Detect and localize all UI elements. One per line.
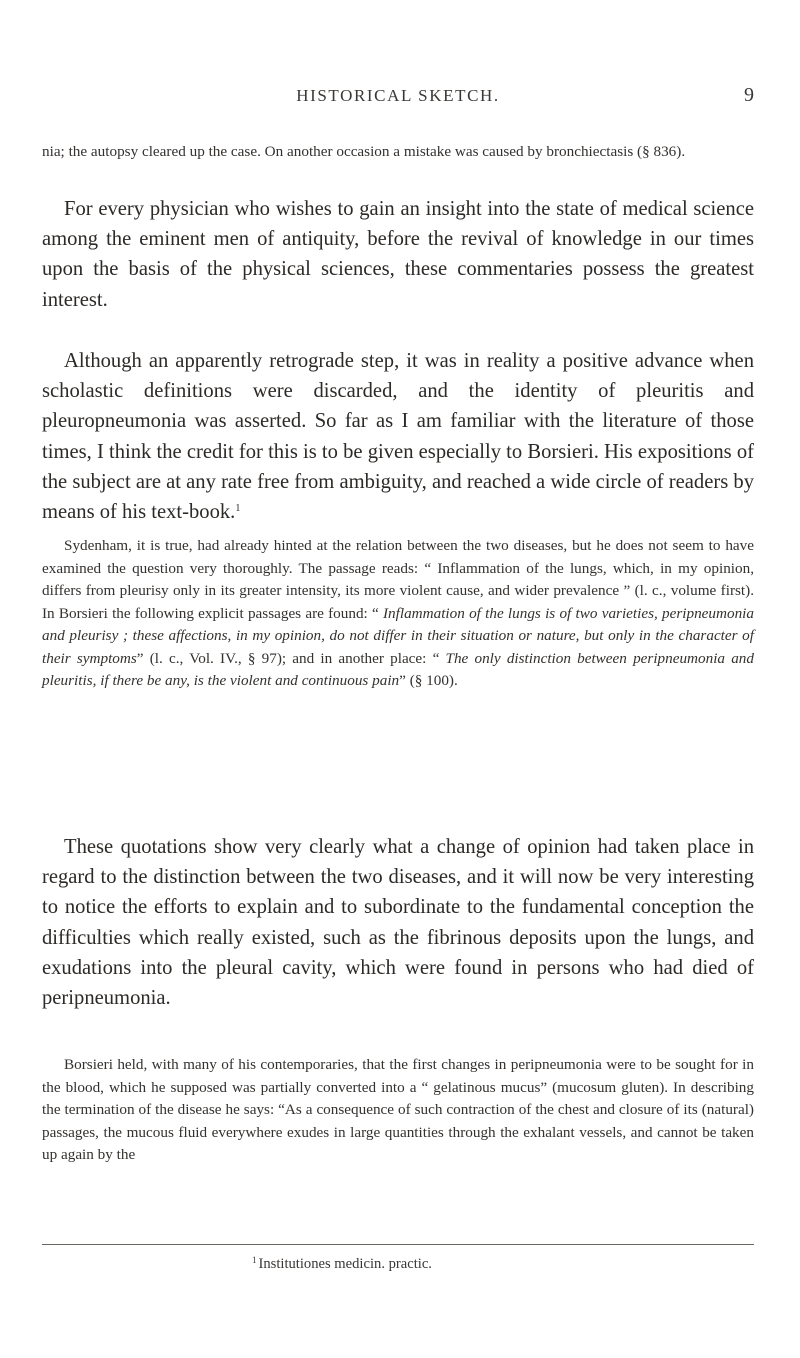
footnote-divider [42,1244,754,1245]
paragraph-continuation [42,141,754,164]
paragraph-physician-insight [42,194,754,315]
running-head [42,86,754,112]
footnote-text: Institutiones medicin. practic. [258,1256,432,1272]
quotations-text-2: ” (l. c., Vol. IV., § 97); and in another place: “ [136,649,446,667]
quotations-text-3: ” (§ 100). [399,672,458,689]
paragraph-gelatinous-mucus-text: Borsieri held, with many of his contemporaries, that the first changes in peripneumonia were to be sought for in the blood, which he supposed was partially converted into a “ gelatinous mucus” (mucosum gluten). In describing the termination of the disease he says: “As a consequence of such contraction of the chest and closure of its (natural) passages, the mucous fluid everywhere exudes in large quantities through the exhalant vessels, and cannot be taken up again by the [42,1056,754,1163]
footnote-marker: 1 [252,1255,257,1265]
paragraph-gelatinous-mucus [42,1054,754,1167]
quotations-text-1: Sydenham, it is true, had already hinted at the relation between the two diseases, but he does not seem to have examined the question very thoroughly. The passage reads: “ Inflammation of the lungs, which, in my opinion, differs from pleurisy only in its greater intensity, its more violent cause, and wider prevalence ” (l. c., volume first). In Borsieri the following explicit passages are found: “ [42,537,754,622]
paragraph-borsieri-advance [42,346,754,527]
paragraph-change-of-opinion-text: These quotations show very clearly what a change of opinion had taken place in regard to the distinction between the two diseases, and it will now be very interesting to notice the efforts to explain and to subordinate to the fundamental conception the difficulties which really existed, such as the fibrinous deposits upon the lungs, and exudations into the pleural cavity, which were found in persons who had died of peripneumonia. [42,836,754,1010]
book-page [42,0,754,1358]
paragraph-continuation-text: nia; the autopsy cleared up the case. On another occasion a mistake was caused by bronchiectasis (§ 836). [42,143,686,160]
running-title: HISTORICAL SKETCH. [296,86,500,105]
paragraph-sydenham-quotations [42,535,754,693]
paragraph-physician-insight-text: For every physician who wishes to gain an insight into the state of medical science among the eminent men of antiquity, before the revival of knowledge in our times upon the basis of the physical sciences, these commentaries possess the greatest interest. [42,198,754,311]
quotation-inflammation-varieties: Inflammation of the lungs is of two varieties, peripneumonia and pleurisy ; these affections, in my opinion, do not differ in their situation or nature, but only in the character of their symptoms [42,604,754,667]
page-number: 9 [744,84,754,106]
paragraph-borsieri-advance-text: Although an apparently retrograde step, it was in reality a positive advance when scholastic definitions were discarded, and the identity of pleuritis and pleuropneumonia was asserted. So far as I am familiar with the literature of those times, I think the credit for this is to be given especially to Borsieri. His expositions of the subject are at any rate free from ambiguity, and reached a wide circle of readers by means of his text-book. [42,350,754,524]
footnote-reference: 1 [235,503,241,515]
quotation-only-distinction: The only distinction between peripneumonia and pleuritis, if there be any, is the violent and continuous pain [42,649,754,689]
footnote [42,1250,754,1274]
paragraph-change-of-opinion [42,832,754,1013]
